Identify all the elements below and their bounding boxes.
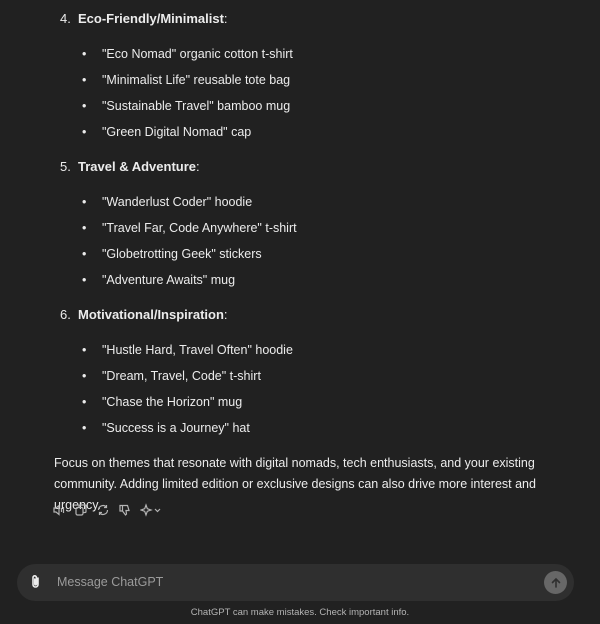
list-item-text: "Sustainable Travel" bamboo mug	[102, 99, 291, 113]
section-heading	[60, 159, 200, 174]
list-item	[86, 247, 262, 261]
list-item	[86, 273, 235, 287]
list-item-text: "Wanderlust Coder" hoodie	[102, 195, 253, 209]
colon: :	[223, 307, 228, 322]
list-item-text: "Minimalist Life" reusable tote bag	[102, 73, 291, 87]
regenerate-icon[interactable]	[96, 503, 110, 517]
message-input[interactable]: Message ChatGPT	[57, 575, 164, 589]
list-item	[86, 99, 290, 113]
disclaimer: ChatGPT can make mistakes. Check important info.	[190, 607, 410, 618]
list-item-text: "Adventure Awaits" mug	[102, 273, 236, 287]
model-switch-icon[interactable]	[140, 503, 162, 517]
list-item-text: "Dream, Travel, Code" t-shirt	[102, 369, 261, 383]
list-item	[86, 343, 293, 357]
colon: :	[223, 11, 228, 26]
section-heading	[60, 307, 228, 322]
message-composer[interactable]	[17, 564, 574, 601]
copy-icon[interactable]	[74, 503, 88, 517]
list-item-text: "Globetrotting Geek" stickers	[102, 247, 262, 261]
section-number: 5.	[60, 159, 71, 174]
read-aloud-icon[interactable]	[52, 503, 66, 517]
colon: :	[196, 159, 200, 174]
list-item	[86, 369, 261, 383]
list-item-text: "Hustle Hard, Travel Often" hoodie	[102, 343, 293, 357]
list-item	[86, 395, 242, 409]
arrow-up-icon	[550, 577, 562, 589]
list-item-text: "Success is a Journey" hat	[102, 421, 250, 435]
list-item-text: "Travel Far, Code Anywhere" t-shirt	[102, 221, 297, 235]
list-item	[86, 221, 297, 235]
list-item-text: "Green Digital Nomad" cap	[102, 125, 252, 139]
list-item-text: "Chase the Horizon" mug	[102, 395, 243, 409]
message-actions	[52, 503, 162, 517]
list-item-text: "Eco Nomad" organic cotton t-shirt	[102, 47, 293, 61]
section-number: 4.	[60, 11, 71, 26]
send-button[interactable]	[544, 571, 567, 594]
list-item	[86, 195, 252, 209]
section-title: Travel & Adventure	[78, 159, 197, 174]
closing-paragraph: Focus on themes that resonate with digital nomads, tech enthusiasts, and your existing community. Adding limited edition or exclusive designs can also drive more interest and urgency.	[54, 456, 536, 512]
thumbs-down-icon[interactable]	[118, 503, 132, 517]
section-heading	[60, 11, 228, 26]
section-title: Eco-Friendly/Minimalist	[78, 11, 224, 26]
list-item	[86, 421, 250, 435]
section-number: 6.	[60, 307, 71, 322]
attach-icon[interactable]	[27, 573, 45, 591]
section-title: Motivational/Inspiration	[78, 307, 224, 322]
list-item	[86, 125, 251, 139]
list-item	[86, 47, 293, 61]
list-item	[86, 73, 290, 87]
